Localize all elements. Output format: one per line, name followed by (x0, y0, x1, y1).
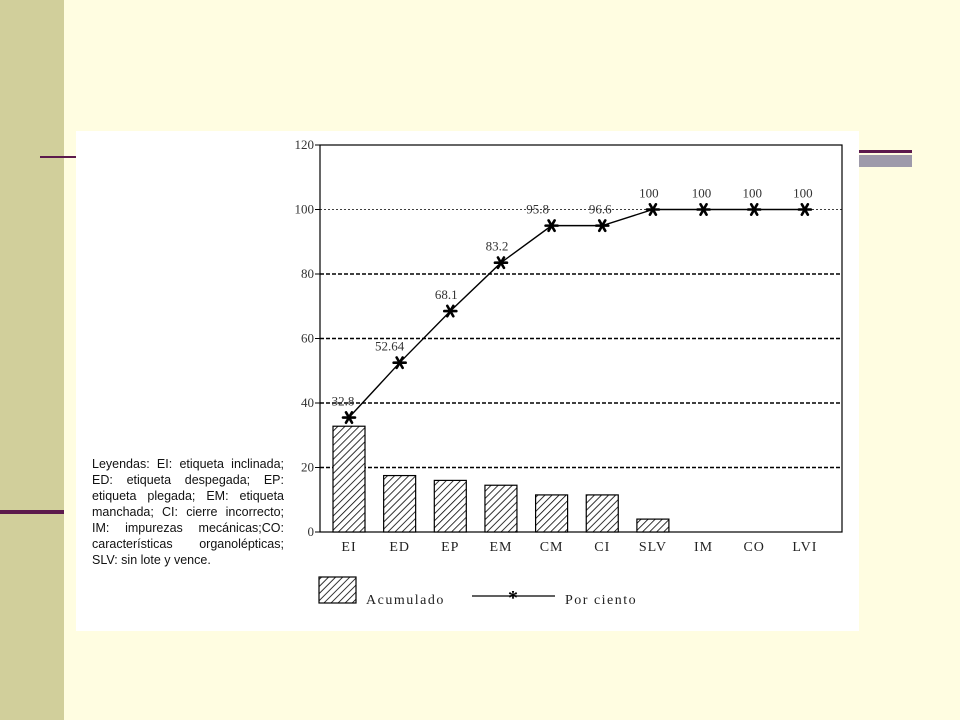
legend-label-por-ciento: Por ciento (565, 593, 638, 608)
line-point (698, 204, 710, 214)
y-tick-labels (295, 137, 315, 539)
data-label: 100 (691, 185, 712, 201)
line-markers (343, 201, 811, 422)
bar (637, 519, 669, 532)
x-tick-label: EI (341, 540, 357, 555)
x-tick-label: EM (489, 540, 513, 555)
bars (333, 426, 669, 532)
bar (384, 476, 416, 532)
y-tick-label: 100 (294, 201, 314, 217)
line-point (748, 204, 760, 214)
data-label: 52.64 (375, 338, 405, 354)
x-tick-label: CM (539, 540, 564, 555)
legend-swatch-bar (319, 577, 356, 603)
legend-asterisk-icon: * (508, 587, 518, 609)
x-tick-label: EP (441, 540, 460, 555)
data-label: 100 (639, 185, 659, 201)
x-tick-label: ED (389, 540, 410, 555)
y-tick-label: 60 (301, 330, 314, 346)
line-point (647, 204, 659, 214)
data-label: 100 (793, 185, 813, 201)
x-tick-label: CO (743, 540, 765, 555)
data-label: 96.6 (588, 201, 612, 217)
x-tick-label: CI (594, 540, 611, 555)
x-tick-labels (341, 540, 817, 555)
data-label: 68.1 (434, 287, 458, 303)
chart-legend (319, 577, 637, 609)
series-line (349, 210, 805, 418)
data-labels (332, 186, 813, 409)
y-tick-label: 20 (301, 459, 314, 475)
data-label: 83.2 (485, 238, 509, 254)
line-point (596, 220, 608, 230)
bar (485, 485, 517, 532)
legend-label-acumulado: Acumulado (366, 593, 445, 608)
bar (586, 495, 618, 532)
x-tick-label: LVI (792, 540, 818, 555)
x-tick-label: IM (693, 540, 714, 555)
data-label: 32.8 (331, 393, 355, 409)
x-tick-label: SLV (638, 540, 667, 555)
y-tick-label: 40 (301, 395, 314, 410)
y-tick-label: 120 (294, 137, 314, 152)
y-tick-label: 0 (307, 524, 314, 539)
data-label: 95.8 (526, 201, 549, 217)
bar (434, 480, 466, 532)
cumulative-line (349, 210, 805, 418)
line-point (799, 204, 811, 214)
legend-note: Leyendas: EI: etiqueta inclinada; ED: etiqueta despegada; EP: etiqueta plegada; EM: etiqueta manchada; CI: cierre incorrecto; IM: impurezas mecánicas;CO: características organolépticas; SLV: sin lote y vence. (92, 457, 284, 567)
bar (536, 495, 568, 532)
data-label: 100 (742, 185, 762, 201)
bar (333, 426, 365, 532)
y-tick-label: 80 (301, 266, 314, 281)
